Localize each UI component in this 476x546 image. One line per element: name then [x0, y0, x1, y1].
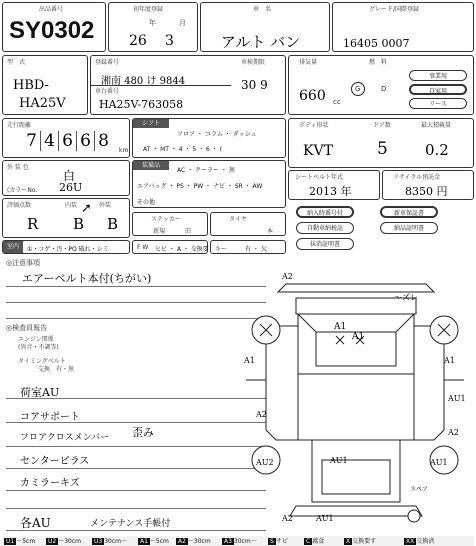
- private-use: 自家用: [409, 84, 467, 95]
- doc-cancel: 抹消証明書: [296, 238, 354, 250]
- mileage-digit: 4: [41, 131, 59, 151]
- legend-text: 30cm～: [233, 538, 257, 545]
- recycle-box: [382, 170, 474, 200]
- registration-number: 湘南 480 け 9844: [101, 76, 186, 87]
- diagram-mark: A1: [334, 322, 347, 332]
- report-item-4: センターピラス: [20, 456, 90, 467]
- equipment-box: [132, 160, 286, 208]
- diagram-mark: A1: [352, 332, 365, 342]
- color-code: 26U: [59, 181, 83, 194]
- legend-code: C: [306, 538, 311, 545]
- diagram-mark: AU1: [330, 456, 348, 465]
- registration-number-label: 登録番号: [95, 59, 120, 66]
- report-item-3: フロアクロスメンバー: [20, 433, 110, 443]
- report-engine-sub: (異音・不調等): [18, 344, 59, 351]
- doc-tax: 自動車納税証: [296, 222, 354, 234]
- tire-box: [210, 212, 286, 236]
- car-name-box: [200, 2, 330, 52]
- legend-item: [268, 536, 288, 545]
- load-value: 0.2: [425, 141, 449, 159]
- fuel-d: D: [381, 85, 387, 93]
- lot-number-box: [2, 2, 106, 52]
- legend-text: ～30cm: [58, 538, 81, 545]
- legend-text: 交換済: [416, 538, 435, 545]
- legend-text: 交換要す: [352, 538, 377, 545]
- score-box: [2, 198, 130, 238]
- shift-options-2: AT ・ MT ・ 4 ・ 5 ・ 6 ・ (: [143, 146, 223, 153]
- legend-text: 腐食: [312, 538, 325, 545]
- notes-line-1: エアーベルト本付(ちがい): [22, 272, 152, 285]
- diagram-mark: A2: [282, 514, 293, 523]
- color-label: 外 装 色: [7, 164, 29, 171]
- model-box: [2, 55, 88, 115]
- mileage-digits: [23, 131, 112, 151]
- report-timing-sub: 交換 有・無: [38, 366, 75, 373]
- equipment-label: 装備品: [133, 161, 169, 170]
- legend-item: [92, 536, 127, 545]
- recycle-value: 8350 円: [405, 185, 448, 198]
- grade-box: [332, 2, 474, 52]
- body-box: [288, 118, 474, 168]
- legend-item: [304, 536, 324, 545]
- grade-label: グレード/国際登録: [369, 6, 420, 13]
- report-item-2: コアサポート: [20, 412, 80, 423]
- mileage-box: [2, 118, 130, 158]
- equipment-row-1: AC ・ クーラー ・ 無: [177, 167, 235, 174]
- body-label: ボディ形状: [299, 122, 329, 129]
- score-label: 評価点数: [7, 202, 32, 209]
- shift-options: フロア ・ コラム ・ ダッシュ: [177, 131, 257, 138]
- displacement-unit: cc: [333, 98, 341, 106]
- seatbelt-value: 2013 年: [309, 185, 352, 198]
- legend-text: 30cm～: [104, 538, 127, 545]
- interior-condition-box: [2, 240, 130, 254]
- lot-number: SY0302: [9, 17, 95, 44]
- diagram-mark: AU1: [448, 394, 466, 403]
- doc-delivery: 納入時番号付: [296, 206, 354, 218]
- registration-month: 3: [165, 33, 174, 49]
- legend-code: XX: [406, 538, 415, 545]
- chassis-label: 車台番号: [95, 88, 120, 95]
- score-value: R: [27, 215, 39, 233]
- legend-code: S: [270, 538, 274, 545]
- interior-label: 内装: [65, 202, 78, 209]
- model-prefix: HBD-: [13, 78, 49, 93]
- legend-text: サビ: [275, 538, 288, 545]
- inspection-value: 30 9: [241, 78, 268, 92]
- displacement-value: 660: [299, 88, 326, 104]
- load-label: 最大積載量: [421, 122, 452, 129]
- sticker-box: [132, 212, 208, 236]
- legend-item: [176, 536, 211, 545]
- legend-text: ～5cm: [149, 538, 169, 545]
- legend-code: U2: [48, 538, 57, 545]
- legend-code: A3: [224, 538, 232, 545]
- key-options: 有 ・ 欠: [245, 246, 267, 253]
- car-name-label: 車 名: [253, 6, 272, 13]
- registration-year: 26: [129, 33, 147, 49]
- equipment-row-2: エアバッグ ・ PS ・ PW ・ ナビ ・ SR ・ AW: [137, 183, 263, 190]
- diagram-spare-label: スペア: [410, 486, 429, 493]
- shift-box: [132, 118, 286, 158]
- legend-code: U3: [94, 538, 103, 545]
- doc-delivery-cert: 納品証明書: [380, 222, 438, 234]
- sticker-label: ステッカー: [151, 216, 181, 223]
- legend-item: [222, 536, 257, 545]
- report-bend-note: 歪み: [132, 426, 154, 439]
- door-label: ドア数: [373, 122, 391, 129]
- interior-condition-label: 室内: [3, 241, 23, 253]
- body-value: KVT: [303, 143, 333, 159]
- equipment-other: その他: [137, 199, 156, 206]
- inspection-label: 車検期限: [241, 59, 266, 66]
- color-code-label: (カラーNo.: [7, 187, 38, 194]
- report-timing: タイミングベルト: [18, 358, 66, 365]
- diagram-mark: A2: [282, 272, 293, 281]
- notes-title: ◎注意事項: [6, 259, 41, 267]
- model-label: 型 式: [7, 59, 26, 66]
- legend-code: A1: [140, 538, 148, 545]
- diagram-rust-label: ～ズレ: [394, 293, 418, 302]
- business-use: 事業用: [409, 70, 467, 81]
- windshield-box: [132, 240, 208, 254]
- mileage-unit: km: [119, 147, 129, 154]
- door-value: 5: [377, 139, 388, 159]
- diagram-mark: AU1: [430, 458, 448, 467]
- year-unit: 年: [149, 19, 156, 27]
- chassis-number: HA25V-763058: [99, 98, 184, 111]
- report-last-note: メンテナンス手帳付: [90, 519, 171, 529]
- windshield-label: F W: [137, 244, 149, 251]
- key-label: キー: [215, 246, 228, 253]
- interior-value: B: [73, 215, 85, 233]
- mileage-digit: 8: [98, 131, 109, 151]
- month-unit: 月: [179, 19, 186, 27]
- mileage-digit: 6: [59, 131, 77, 151]
- recycle-label: リサイクル預託金: [393, 174, 441, 181]
- legend-text: ～30cm: [187, 538, 211, 545]
- sticker-new: 新規: [153, 228, 166, 235]
- cursor-icon: ➚: [81, 201, 92, 216]
- registration-box: [108, 2, 198, 52]
- legend-item: [4, 536, 35, 545]
- exterior-value: B: [107, 215, 119, 233]
- tire-value: 本: [267, 228, 274, 235]
- legend-code: A2: [178, 538, 186, 545]
- interior-condition-options: ①・コゲ・汚・PO 破れ・シミ: [27, 246, 109, 253]
- legend-item: [138, 536, 169, 545]
- model-code: HA25V: [19, 96, 66, 111]
- car-name: アルト バン: [221, 33, 301, 51]
- legend-code: X: [346, 538, 351, 545]
- grade-value: 16405 0007: [343, 37, 410, 50]
- color-value: 白: [63, 169, 76, 183]
- mileage-label: 走行距離: [7, 122, 32, 129]
- legend-text: ～5cm: [16, 538, 36, 545]
- seatbelt-box: [288, 170, 380, 200]
- diagram-mark: AU1: [316, 514, 334, 523]
- report-title: ◎検査員報告: [6, 324, 48, 332]
- diagram-mark: A1: [244, 356, 255, 365]
- diagram-mark: A1: [444, 356, 455, 365]
- mileage-digit: 6: [77, 131, 95, 151]
- doc-warranty: 新車保証書: [380, 206, 438, 218]
- displacement-label: 排気量: [299, 59, 318, 66]
- diagram-mark: A2: [448, 428, 459, 437]
- windshield-options: ヒビ ・ A ・ 交換要: [155, 246, 209, 253]
- registration-number-box: [90, 55, 286, 115]
- registration-label: 初年度登録: [133, 6, 164, 13]
- lease-use: リース: [409, 98, 467, 109]
- displacement-box: [288, 55, 474, 115]
- legend-item: [344, 536, 376, 545]
- color-box: [2, 160, 130, 196]
- legend-item: [46, 536, 81, 545]
- report-last: 各AU: [20, 516, 51, 530]
- mileage-digit: 7: [23, 131, 41, 151]
- diagram-mark: AU2: [256, 458, 274, 467]
- tire-label: タイヤ: [229, 216, 247, 223]
- fuel-g: G: [355, 85, 361, 93]
- legend-code: U1: [6, 538, 15, 545]
- report-item-1: 荷室AU: [20, 386, 60, 399]
- seatbelt-label: シートベルト年式: [295, 174, 344, 181]
- key-box: [210, 240, 286, 254]
- report-item-5: カミラーキズ: [20, 478, 80, 489]
- legend-item: [404, 536, 434, 545]
- sticker-old: 旧: [185, 228, 192, 235]
- report-engine: エンジン関係: [18, 336, 54, 343]
- car-diagram: [236, 270, 474, 532]
- diagram-mark: A2: [256, 410, 267, 419]
- shift-label: シフト: [133, 119, 169, 128]
- fuel-label: 燃 料: [369, 59, 388, 66]
- lot-label: 出品番号: [39, 6, 64, 13]
- exterior-label: 外装: [99, 202, 112, 209]
